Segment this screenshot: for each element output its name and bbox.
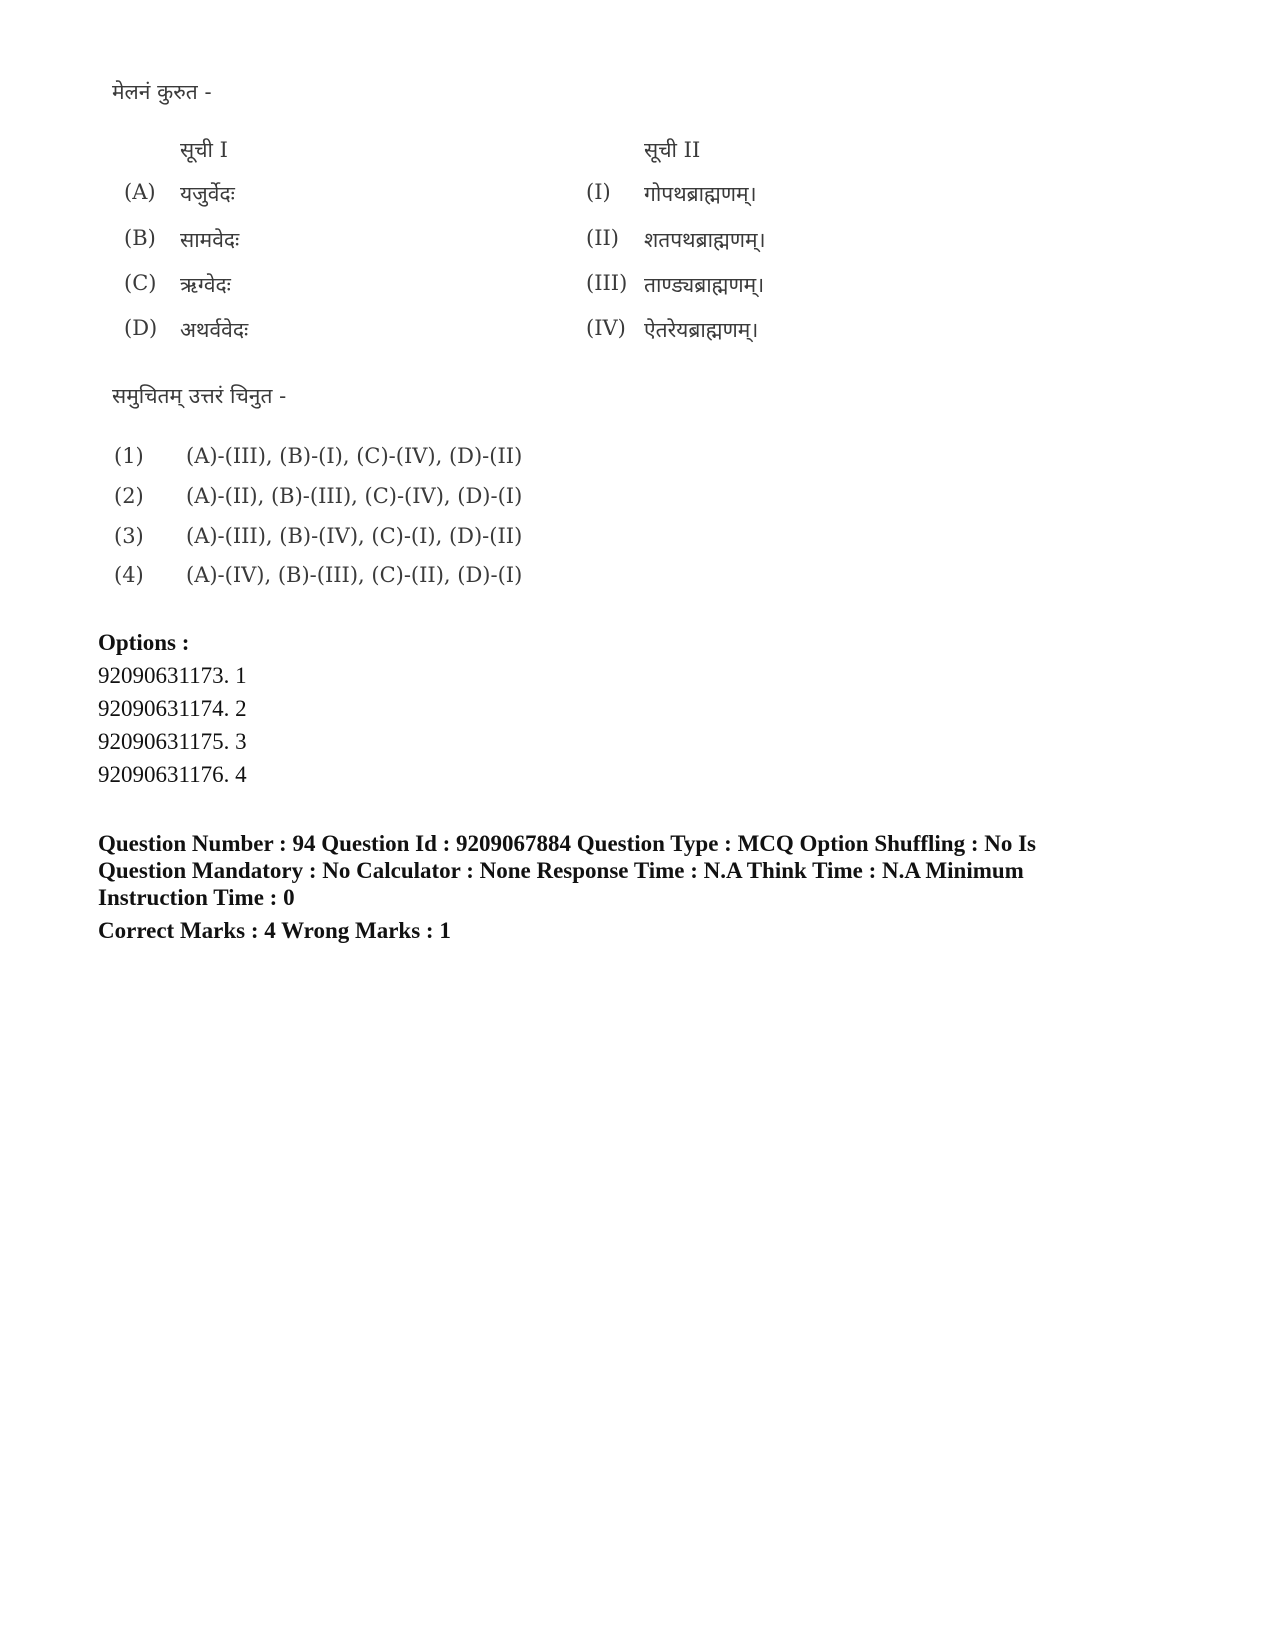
meta-line: Question Mandatory : No Calculator : None Response Time : N.A Think Time : N.A Minimum <box>98 858 1024 883</box>
options-title: Options : <box>98 630 190 655</box>
answer-choice <box>108 444 708 474</box>
right-label: (II) <box>586 226 619 250</box>
answer-number: (1) <box>114 444 144 468</box>
answer-number: (3) <box>114 524 144 548</box>
right-text: ताण्ड्यब्राह्मणम्। <box>644 273 765 297</box>
options-block <box>98 626 247 791</box>
match-row <box>108 316 868 346</box>
right-text: ऐतरेयब्राह्मणम्। <box>644 318 759 342</box>
right-label: (I) <box>586 180 611 204</box>
option-item: 92090631175. 3 <box>98 729 247 754</box>
answer-text: (A)-(II), (B)-(III), (C)-(IV), (D)-(I) <box>186 484 523 508</box>
option-item: 92090631176. 4 <box>98 762 247 787</box>
left-label: (B) <box>124 226 156 250</box>
left-text: अथर्ववेदः <box>180 318 249 342</box>
match-row <box>108 180 868 210</box>
choose-prompt: समुचितम् उत्तरं चिनुत - <box>112 384 287 408</box>
right-text: शतपथब्राह्मणम्। <box>644 228 766 252</box>
left-label: (D) <box>124 316 158 340</box>
match-instruction: मेलनं कुरुत - <box>112 80 212 104</box>
question-image <box>108 70 868 610</box>
left-text: यजुर्वेदः <box>180 182 235 206</box>
right-label: (IV) <box>586 316 626 340</box>
match-row <box>108 226 868 256</box>
match-row <box>108 271 868 301</box>
answer-choice <box>108 524 708 554</box>
list-2-heading: सूची II <box>644 138 701 162</box>
left-label: (C) <box>124 271 157 295</box>
answer-text: (A)-(IV), (B)-(III), (C)-(II), (D)-(I) <box>186 563 523 587</box>
left-label: (A) <box>124 180 156 204</box>
answer-text: (A)-(III), (B)-(IV), (C)-(I), (D)-(II) <box>186 524 523 548</box>
right-text: गोपथब्राह्मणम्। <box>644 182 757 206</box>
meta-line: Question Number : 94 Question Id : 9209067884 Question Type : MCQ Option Shuffling : No Is <box>98 831 1037 856</box>
answer-number: (4) <box>114 563 144 587</box>
left-text: ऋग्वेदः <box>180 273 231 297</box>
option-item: 92090631173. 1 <box>98 663 247 688</box>
meta-line: Instruction Time : 0 <box>98 885 295 910</box>
marks-line: Correct Marks : 4 Wrong Marks : 1 <box>98 918 451 943</box>
right-label: (III) <box>586 271 628 295</box>
answer-choice <box>108 563 708 593</box>
list-1-heading: सूची I <box>180 138 228 162</box>
option-item: 92090631174. 2 <box>98 696 247 721</box>
answer-choice <box>108 484 708 514</box>
left-text: सामवेदः <box>180 228 240 252</box>
answer-text: (A)-(III), (B)-(I), (C)-(IV), (D)-(II) <box>186 444 523 468</box>
answer-number: (2) <box>114 484 144 508</box>
question-meta <box>98 830 1198 911</box>
